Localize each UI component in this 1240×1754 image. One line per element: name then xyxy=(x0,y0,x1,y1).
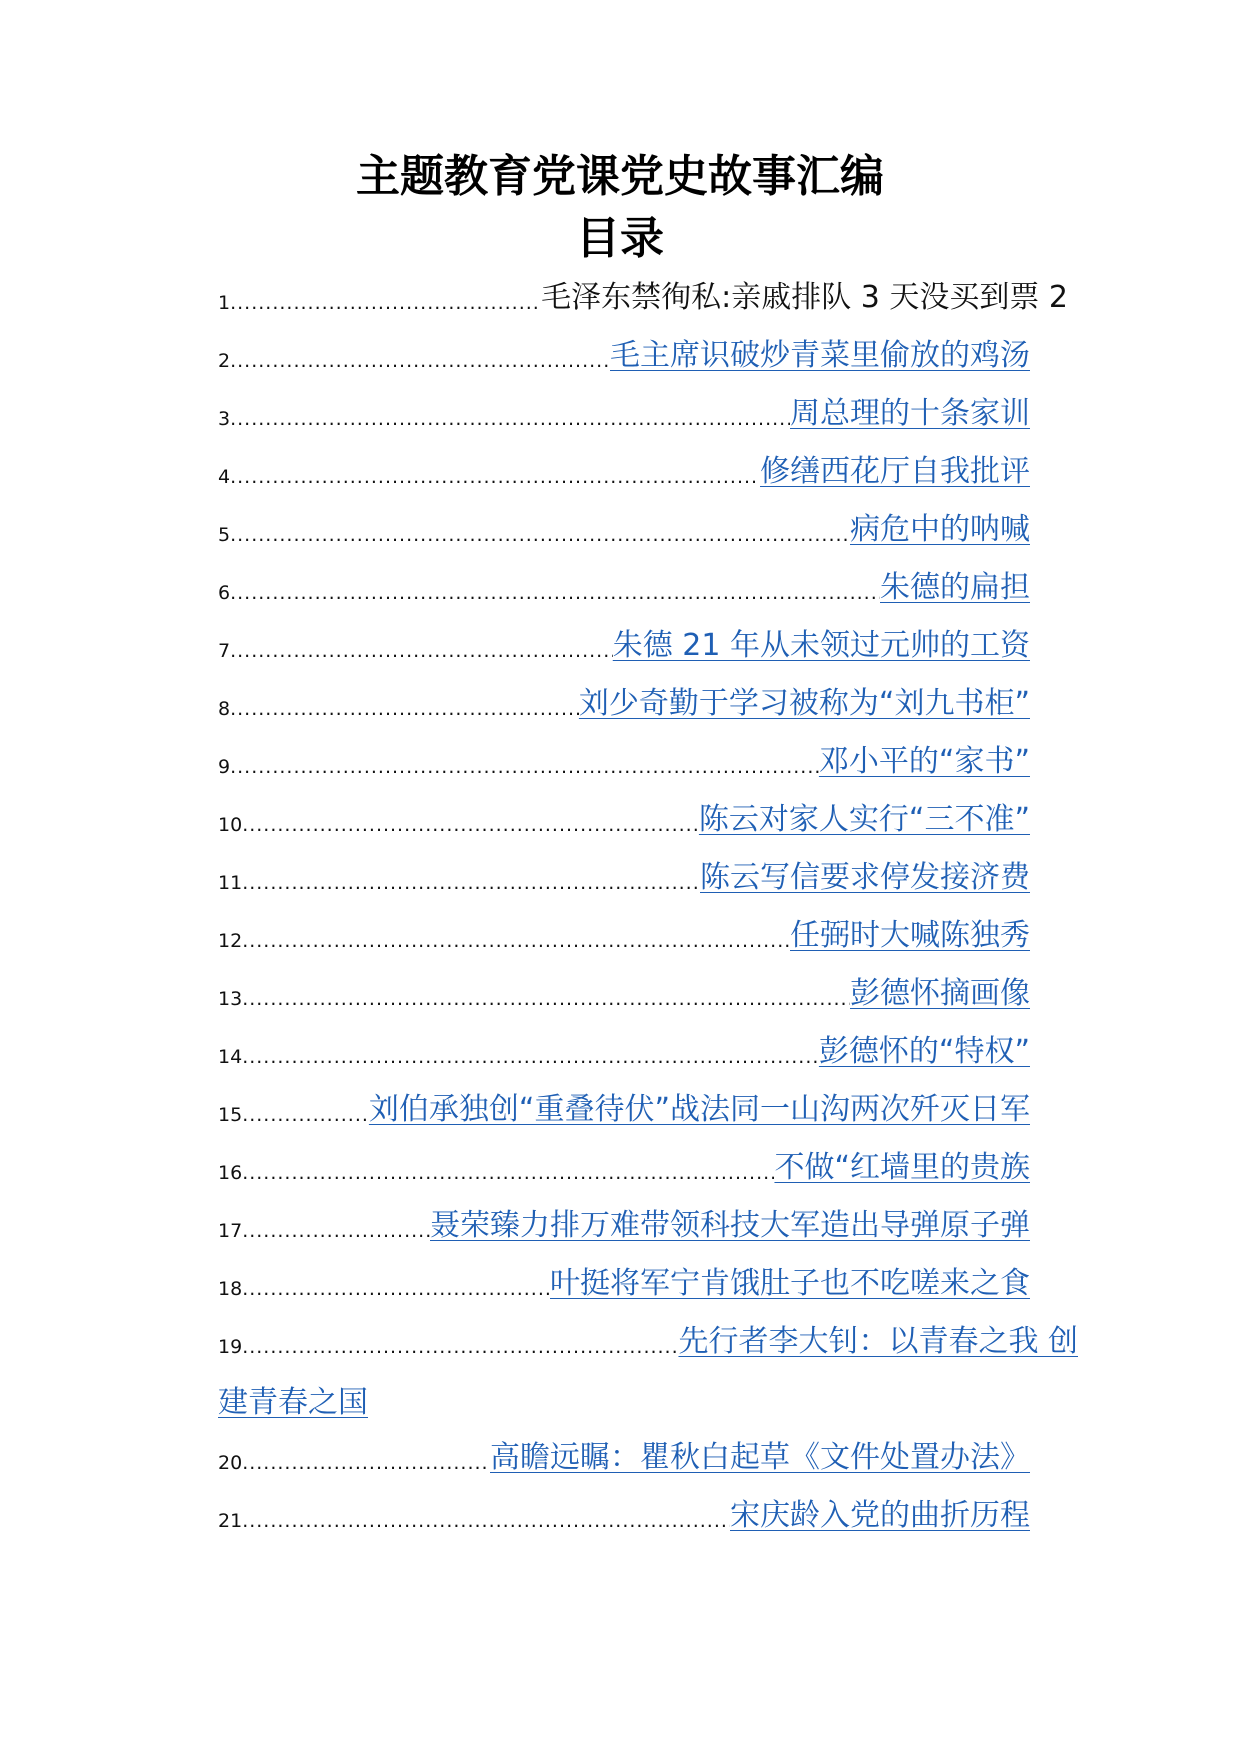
toc-entry-link[interactable]: 朱德 21 年从未领过元帅的工资 xyxy=(612,628,1030,663)
toc-entry-13[interactable] xyxy=(218,968,1030,1014)
toc-entry-14[interactable] xyxy=(218,1026,1030,1072)
toc-entry-number: 7 xyxy=(218,640,231,662)
toc-dot-leader xyxy=(230,697,579,724)
toc-entry-link[interactable]: 陈云对家人实行“三不准” xyxy=(698,802,1030,837)
toc-dot-leader xyxy=(242,1045,819,1072)
toc-entry-number: 10 xyxy=(218,814,243,836)
toc-dot-leader xyxy=(242,1161,774,1188)
toc-entry-7[interactable] xyxy=(218,620,1030,666)
toc-entry-link[interactable]: 邓小平的“家书” xyxy=(818,744,1030,779)
toc-entry-number: 9 xyxy=(218,756,231,778)
toc-entry-number: 21 xyxy=(218,1510,243,1532)
toc-dot-leader xyxy=(230,755,819,782)
toc-entry-18[interactable] xyxy=(218,1258,1030,1304)
toc-dot-leader xyxy=(242,813,699,840)
toc-entry-9[interactable] xyxy=(218,736,1030,782)
toc-entry-link[interactable]: 刘少奇勤于学习被称为“刘九书柜” xyxy=(578,686,1030,721)
toc-entry-number: 17 xyxy=(218,1220,243,1242)
toc-dot-leader xyxy=(242,871,700,898)
toc-entry-link[interactable]: 宋庆龄入党的曲折历程 xyxy=(730,1498,1030,1533)
toc-entry-link[interactable]: 刘伯承独创“重叠待伏”战法同一山沟两次歼灭日军 xyxy=(368,1092,1030,1127)
toc-entry-link[interactable]: 不做“红墙里的贵族 xyxy=(774,1150,1030,1185)
toc-entry-link[interactable]: 先行者李大钊：以青春之我 创 xyxy=(678,1324,1078,1359)
toc-entry-19[interactable] xyxy=(218,1316,1078,1362)
toc-entry-3[interactable] xyxy=(218,388,1030,434)
document-title: 主题教育党课党史故事汇编 xyxy=(356,151,884,202)
toc-dot-leader xyxy=(242,1103,369,1130)
toc-entry-1[interactable] xyxy=(218,272,1068,318)
toc-entry-number: 20 xyxy=(218,1452,243,1474)
toc-dot-leader xyxy=(242,1335,678,1362)
toc-entry-link[interactable]: 朱德的扁担 xyxy=(880,570,1030,605)
toc-dot-leader xyxy=(230,291,541,318)
toc-dot-leader xyxy=(242,1509,730,1536)
toc-dot-leader xyxy=(230,523,850,550)
toc-entry-title[interactable]: 毛泽东禁徇私:亲戚排队 3 天没买到票 2 xyxy=(541,280,1068,315)
toc-dot-leader xyxy=(230,407,790,434)
toc-entry-number: 13 xyxy=(218,988,243,1010)
toc-entry-link[interactable]: 任弼时大喊陈独秀 xyxy=(790,918,1030,953)
toc-dot-leader xyxy=(230,581,880,608)
toc-entry-number: 6 xyxy=(218,582,231,604)
toc-entry-number: 4 xyxy=(218,466,231,488)
toc-entry-20[interactable] xyxy=(218,1432,1030,1478)
toc-entry-link[interactable]: 陈云写信要求停发接济费 xyxy=(700,860,1030,895)
toc-entry-link[interactable]: 毛主席识破炒青菜里偷放的鸡汤 xyxy=(610,338,1030,373)
toc-entry-6[interactable] xyxy=(218,562,1030,608)
toc-entry-link[interactable]: 周总理的十条家训 xyxy=(790,396,1030,431)
toc-entry-15[interactable] xyxy=(218,1084,1030,1130)
toc-entry-number: 14 xyxy=(218,1046,243,1068)
toc-entry-number: 1 xyxy=(218,292,231,314)
toc-entry-link[interactable]: 彭德怀的“特权” xyxy=(818,1034,1030,1069)
toc-entry-link[interactable]: 叶挺将军宁肯饿肚子也不吃嗟来之食 xyxy=(550,1266,1030,1301)
toc-entry-21[interactable] xyxy=(218,1490,1030,1536)
toc-entry-link[interactable]: 彭德怀摘画像 xyxy=(850,976,1030,1011)
toc-entry-link[interactable]: 修缮西花厅自我批评 xyxy=(760,454,1030,489)
toc-entry-number: 3 xyxy=(218,408,231,430)
toc-entry-2[interactable] xyxy=(218,330,1030,376)
toc-entry-number: 15 xyxy=(218,1104,243,1126)
toc-entry-8[interactable] xyxy=(218,678,1030,724)
toc-entry-19-continuation[interactable]: 建青春之国 xyxy=(218,1385,368,1420)
toc-dot-leader xyxy=(242,1451,490,1478)
toc-entry-number: 2 xyxy=(218,350,231,372)
toc-dot-leader xyxy=(230,639,613,666)
toc-entry-number: 12 xyxy=(218,930,243,952)
toc-heading: 目录 xyxy=(576,213,664,264)
toc-entry-number: 16 xyxy=(218,1162,243,1184)
toc-dot-leader xyxy=(242,1277,550,1304)
toc-entry-link[interactable]: 高瞻远瞩：瞿秋白起草《文件处置办法》 xyxy=(490,1440,1030,1475)
toc-entry-4[interactable] xyxy=(218,446,1030,492)
toc-entry-link[interactable]: 聂荣臻力排万难带领科技大军造出导弹原子弹 xyxy=(430,1208,1030,1243)
toc-entry-10[interactable] xyxy=(218,794,1030,840)
toc-entry-link[interactable]: 病危中的呐喊 xyxy=(850,512,1030,547)
toc-dot-leader xyxy=(242,987,850,1014)
toc-entry-11[interactable] xyxy=(218,852,1030,898)
toc-entry-number: 11 xyxy=(218,872,243,894)
toc-entry-number: 8 xyxy=(218,698,231,720)
toc-dot-leader xyxy=(242,929,790,956)
toc-entry-number: 5 xyxy=(218,524,231,546)
toc-entry-17[interactable] xyxy=(218,1200,1030,1246)
toc-entry-number: 18 xyxy=(218,1278,243,1300)
toc-entry-12[interactable] xyxy=(218,910,1030,956)
toc-entry-16[interactable] xyxy=(218,1142,1030,1188)
toc-dot-leader xyxy=(242,1219,430,1246)
toc-entry-number: 19 xyxy=(218,1336,243,1358)
toc-dot-leader xyxy=(230,349,610,376)
toc-entry-5[interactable] xyxy=(218,504,1030,550)
toc-dot-leader xyxy=(230,465,760,492)
